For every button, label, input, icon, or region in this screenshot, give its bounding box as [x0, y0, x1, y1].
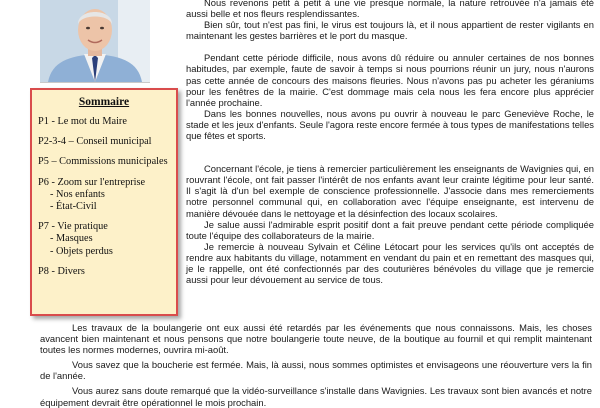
article-full-width-column	[40, 322, 592, 408]
sommaire-item	[38, 116, 176, 128]
article-paragraph: Pendant cette période difficile, nous avons dû réduire ou annuler certaines de nos bonnes habitudes, par exemple, faute de savoir à temps si nous pourrions réunir un jury, nous n'aurons pas cette année de concours des maisons fleuries. Nous n'avons pas pu acheter les géraniums pour les fenêtres de la mairie. C'est dommage mais cela nous les fera encore plus apprécier l'année prochaine.	[186, 52, 594, 108]
sommaire-item-label: P1 - Le mot du Maire	[38, 116, 127, 127]
sommaire-subitem: - Nos enfants	[50, 188, 105, 200]
sommaire-subitem: - Masques	[50, 233, 93, 245]
article-right-column	[186, 0, 594, 285]
sommaire-box	[30, 88, 178, 316]
article-paragraph: Je salue aussi l'admirable esprit positif dont a fait preuve pendant cette période compliquée toute l'équipe des collaborateurs de la mairie.	[186, 218, 594, 241]
article-paragraph: Bien sûr, tout n'est pas fini, le virus est toujours là, et il nous appartient de rester vigilants en maintenant les gestes barrières et le port du masque.	[186, 19, 594, 42]
sommaire-item-label: P7 - Vie pratique	[38, 221, 108, 233]
article-paragraph: Vous savez que la boucherie est fermée. Mais, là aussi, nous sommes optimistes et envisageons une réouverture vers la fin de l'année.	[40, 359, 592, 382]
sommaire-subitem: - Objets perdus	[50, 245, 113, 257]
mayor-portrait-photo	[40, 0, 150, 83]
sommaire-item	[38, 156, 176, 168]
sommaire-item-label: P6 - Zoom sur l'entreprise	[38, 176, 146, 188]
sommaire-item-label: P8 - Divers	[38, 265, 85, 277]
sommaire-item	[38, 221, 176, 258]
sommaire-item-label: P5 – Commissions municipales	[38, 156, 168, 168]
sommaire-title: Sommaire	[78, 96, 130, 108]
portrait-illustration	[40, 0, 150, 82]
article-paragraph: Nous revenons petit à petit à une vie presque normale, la nature retrouvée n'a jamais été aussi belle et nos fleurs resplendissantes.	[186, 0, 594, 20]
article-paragraph: Les travaux de la boulangerie ont eux aussi été retardés par les événements que nous connaissons. Mais, les choses avancent bien maintenant et nous pensons que notre boulangerie toute neuve, de la boutique au fournil et qui remplit maintenant toutes les normes modernes, ouvrira mi-août.	[40, 322, 592, 356]
article-paragraph: Dans les bonnes nouvelles, nous avons pu ouvrir à nouveau le parc Geneviève Roche, le stade et les jeux d'enfants. Seule l'agora reste encore fermée à tous types de manifestations telles que fêtes et sports.	[186, 107, 594, 142]
sommaire-subitem: - État-Civil	[50, 201, 97, 213]
sommaire-list	[32, 116, 176, 278]
sommaire-item	[38, 266, 176, 278]
sommaire-item-label: P2-3-4 – Conseil municipal	[38, 136, 152, 148]
sommaire-item	[38, 177, 176, 214]
sommaire-item	[38, 136, 176, 148]
article-paragraph: Concernant l'école, je tiens à remercier particulièrement les enseignants de Wavignies qui, en rouvrant l'école, ont fait passer l'intérêt de nos enfants avant leur crainte légitime pour leur santé. Il s'agit là d'un bel exemple de conscience professionnelle. J'associe dans mes remerciements notre personnel communal qui, en collaboration avec l'équipe enseignante, est intervenu de manière dévouée dans le nettoyage et la désinfection des locaux scolaires.	[186, 163, 594, 219]
article-paragraph: Vous aurez sans doute remarqué que la vidéo-surveillance s'installe dans Wavignies. Les travaux sont bien avancés et notre équipement devrait être opérationnel le mois prochain.	[40, 385, 592, 408]
article-paragraph: Je remercie à nouveau Sylvain et Céline Létocart pour les services qu'ils ont acceptés de rendre aux habitants du village, notamment en vendant du pain et en remettant des masques qui, je le rappelle, ont été confectionnés par des couturières bénévoles du village que je remercie aussi pour leur dévouement au service de tous.	[186, 240, 594, 286]
